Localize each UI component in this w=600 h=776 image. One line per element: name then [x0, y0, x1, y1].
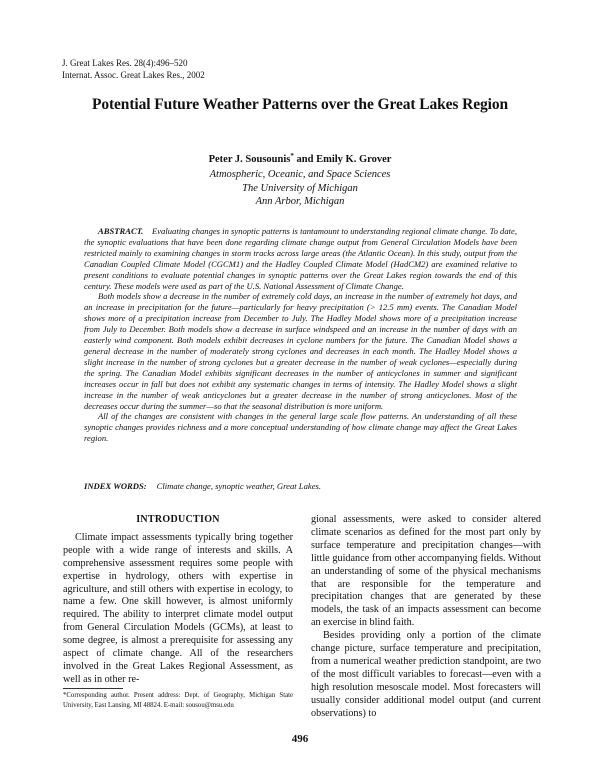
journal-citation [62, 57, 205, 81]
affiliation-line-1: Atmospheric, Oceanic, and Space Sciences [209, 169, 391, 180]
journal-line-1: J. Great Lakes Res. 28(4):496–520 [62, 58, 188, 68]
author-1: Peter J. Sousounis [208, 154, 291, 165]
abstract-paragraph-2: Both models show a decrease in the number of extremely cold days, an increase in the number of extremely hot days, and an increase in precipitation for the future—particularly for heavy precipitation (> 12.5 mm) events. The Canadian Model shows more of a precipitation increase from December to July. The Hadley Model shows more of a precipitation increase from July to December. Both models show a decrease in surface windspeed and an increase in the number of days with an easterly wind component. Both models exhibit decreases in cyclone numbers for the future. The Canadian Model shows a general decrease in the number of moderately strong cyclones and decreases in each month. The Hadley Model shows a slight increase in the number of strong cyclones but a greater decrease in the number of weak cyclones—especially during the spring. The Canadian Model exhibits significant decreases in the number of anticyclones in summer and significant increases occur in fall but does not exhibit any systematic changes in terms of intensity. The Hadley Model shows a slight increase in the number of weak anticyclones but a greater decrease in the number of strong anticyclones. Most of the decreases occur during the summer—so that the seasonal distribution is more uniform. [84, 291, 517, 411]
footnote: *Corresponding author. Present address: Dept. of Geography, Michigan State University, East Lansing, MI 48824. E-mail: sousou@msu.edu [63, 692, 293, 709]
author-conjunction: and [293, 154, 317, 165]
journal-line-2: Internat. Assoc. Great Lakes Res., 2002 [62, 70, 205, 80]
author-line [60, 152, 540, 165]
intro-paragraph-1: Climate impact assessments typically bring together people with a wide range of interests and skills. A comprehensive assessment requires some people with expertise in hydrology, others with expertise in agriculture, and still others with expertise in ecology, to name a few. One skill however, is almost uniformly required. The ability to interpret climate model output from General Circulation Models (GCMs), at least to some degree, is almost a prerequisite for assessing any aspect of climate change. All of the researchers involved in the Great Lakes Regional Assessment, as well as in other re- [63, 531, 293, 685]
abstract-paragraph-1 [84, 226, 517, 291]
affiliation [60, 168, 540, 209]
left-column [63, 514, 293, 687]
abstract-text-1: Evaluating changes in synoptic patterns is tantamount to understanding regional climate change. To date, the synoptic evaluations that have been done regarding climate change output from General Circulation Models have been restricted mainly to examining changes in storm tracks across large areas (the Atlantic Ocean). In this study, output from the Canadian Coupled Climate Model (CGCM1) and the Hadley Coupled Climate Model (HadCM2) are examined relative to present conditions to evaluate potential changes in synoptic patterns over the Great Lakes region towards the end of this century. These models were used as part of the U.S. National Assessment of Climate Change. [84, 226, 518, 291]
section-heading-introduction: INTRODUCTION [136, 514, 220, 525]
page-number: 496 [291, 733, 309, 745]
intro-paragraph-2: Besides providing only a portion of the climate change picture, surface temperature and precipitation, from a numerical weather prediction standpoint, are two of the most difficult variables to forecast—even with a high resolution mesoscale model. Most forecasters will usually consider additional model output (and current observations) to [311, 630, 541, 719]
footnote-rule [63, 688, 123, 689]
index-words [84, 481, 517, 491]
paper-title: Potential Future Weather Patterns over the Great Lakes Region [91, 96, 509, 113]
abstract [84, 226, 517, 444]
affiliation-line-2: The University of Michigan [242, 182, 358, 194]
affiliation-line-3: Ann Arbor, Michigan [255, 196, 345, 207]
abstract-paragraph-3: All of the changes are consistent with changes in the general large scale flow patterns. An understanding of all these synoptic changes provides richness and a more conceptual understanding of how climate change may affect the Great Lakes region. [84, 411, 517, 444]
index-words-label: INDEX WORDS: [84, 481, 147, 491]
right-column [311, 514, 541, 721]
index-words-value: Climate change, synoptic weather, Great Lakes. [156, 481, 322, 491]
abstract-label: ABSTRACT. [98, 226, 144, 236]
corresponding-author-mark: * [290, 152, 294, 160]
author-2: Emily K. Grover [316, 154, 392, 165]
intro-paragraph-continued: gional assessments, were asked to consider altered climate scenarios as defined for the most part only by surface temperature and precipitation changes—with little guidance from other accompanying fields. Without an understanding of some of the physical mechanisms that are responsible for the temperature and precipitation changes that are generated by these models, the task of an impacts assessment can become an exercise in blind faith. [311, 514, 541, 629]
